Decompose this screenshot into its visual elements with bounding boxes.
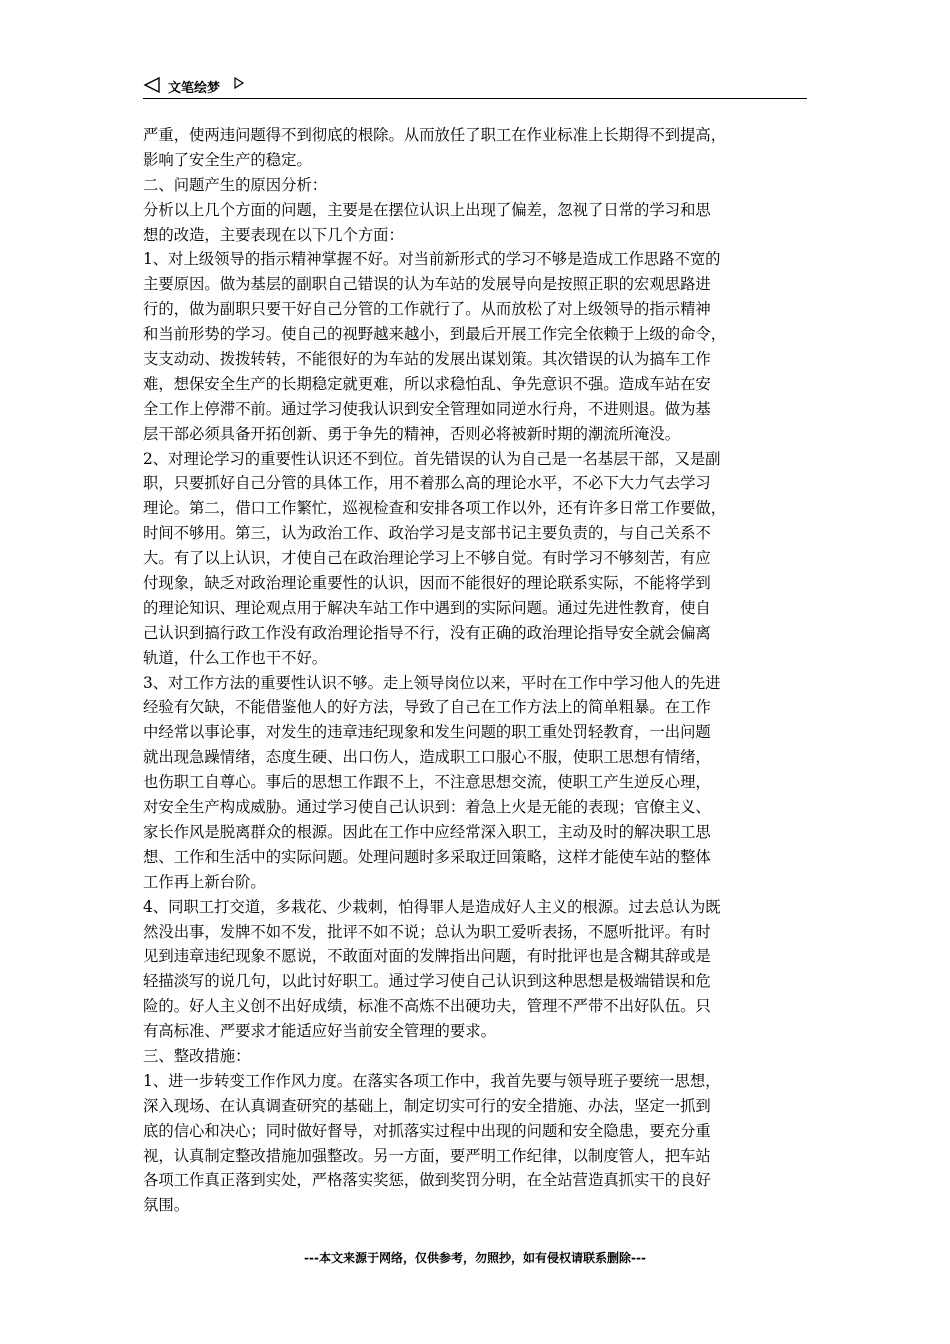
text-line: 影响了安全生产的稳定。 <box>143 150 312 169</box>
text-line: 经验有欠缺，不能借鉴他人的好方法，导致了自己在工作方法上的简单粗暴。在工作 <box>143 698 711 717</box>
text-line: 行的，做为副职只要干好自己分管的工作就行了。从而放松了对上级领导的指示精神 <box>143 300 711 319</box>
text-line: 险的。好人主义创不出好成绩，标准不高炼不出硬功夫，管理不严带不出好队伍。只 <box>143 997 711 1016</box>
text-line: 和当前形势的学习。使自己的视野越来越小，到最后开展工作完全依赖于上级的命令， <box>143 325 727 344</box>
header-divider <box>143 98 807 99</box>
document-body <box>143 123 813 1218</box>
text-line: 深入现场、在认真调查研究的基础上，制定切实可行的安全措施、办法，坚定一抓到 <box>143 1096 711 1115</box>
text-line: 对安全生产构成威胁。通过学习使自己认识到：着急上火是无能的表现；官僚主义、 <box>143 798 711 817</box>
text-line: 支支动动、拨拨转转，不能很好的为车站的发展出谋划策。其次错误的认为搞车工作 <box>143 350 711 369</box>
text-line: 的理论知识、理论观点用于解决车站工作中遇到的实际问题。通过先进性教育，使自 <box>143 598 711 617</box>
text-line: 二、问题产生的原因分析： <box>143 175 328 194</box>
text-line: 三、整改措施： <box>143 1046 251 1065</box>
text-line: 1、进一步转变工作作风力度。在落实各项工作中，我首先要与领导班子要统一思想， <box>143 1071 721 1090</box>
text-line: 职，只要抓好自己分管的具体工作，用不着那么高的理论水平，不必下大力气去学习 <box>143 474 711 493</box>
right-triangle-icon <box>233 76 245 90</box>
text-line: 2、对理论学习的重要性认识还不到位。首先错误的认为自己是一名基层干部，又是副 <box>143 449 721 468</box>
text-line: 大。有了以上认识，才使自己在政治理论学习上不够自觉。有时学习不够刻苦，有应 <box>143 549 711 568</box>
text-line: 想的改造，主要表现在以下几个方面： <box>143 225 404 244</box>
text-line: 轻描淡写的说几句，以此讨好职工。通过学习使自己认识到这种思想是极端错误和危 <box>143 972 711 991</box>
text-line: 层干部必须具备开拓创新、勇于争先的精神，否则必将被新时期的潮流所淹没。 <box>143 424 681 443</box>
text-line: 付现象，缺乏对政治理论重要性的认识，因而不能很好的理论联系实际，不能将学到 <box>143 574 711 593</box>
text-line: 1、对上级领导的指示精神掌握不好。对当前新形式的学习不够是造成工作思路不宽的 <box>143 250 721 269</box>
text-line: 轨道，什么工作也干不好。 <box>143 648 328 667</box>
text-line: 氛围。 <box>143 1196 190 1215</box>
text-line: 难，想保安全生产的长期稳定就更难，所以求稳怕乱、争先意识不强。造成车站在安 <box>143 374 711 393</box>
header-title: 文笔绘梦 <box>168 81 221 96</box>
text-line: 有高标准、严要求才能适应好当前安全管理的要求。 <box>143 1022 496 1041</box>
text-line: 视，认真制定整改措施加强整改。另一方面，要严明工作纪律，以制度管人，把车站 <box>143 1146 711 1165</box>
text-line: 各项工作真正落到实处，严格落实奖惩，做到奖罚分明，在全站营造真抓实干的良好 <box>143 1171 711 1190</box>
text-line: 3、对工作方法的重要性认识不够。走上领导岗位以来，平时在工作中学习他人的先进 <box>143 673 721 692</box>
text-line: 分析以上几个方面的问题，主要是在摆位认识上出现了偏差，忽视了日常的学习和思 <box>143 200 711 219</box>
left-triangle-icon <box>143 76 161 94</box>
text-line: 时间不够用。第三，认为政治工作、政治学习是支部书记主要负责的，与自己关系不 <box>143 524 711 543</box>
text-line: 严重，使两违问题得不到彻底的根除。从而放任了职工在作业标准上长期得不到提高， <box>143 126 727 144</box>
footer-disclaimer: ---本文来源于网络，仅供参考，勿照抄，如有侵权请联系删除--- <box>304 1251 646 1265</box>
text-line: 见到违章违纪现象不愿说，不敢面对面的发牌指出问题，有时批评也是含糊其辞或是 <box>143 947 711 966</box>
text-line: 然没出事，发牌不如不发，批评不如不说；总认为职工爱听表扬，不愿听批评。有时 <box>143 922 711 941</box>
text-line: 也伤职工自尊心。事后的思想工作跟不上，不注意思想交流，使职工产生逆反心理， <box>143 773 711 792</box>
text-line: 4、同职工打交道，多栽花、少栽刺，怕得罪人是造成好人主义的根源。过去总认为既 <box>143 897 721 916</box>
text-line: 想、工作和生活中的实际问题。处理问题时多采取迂回策略，这样才能使车站的整体 <box>143 847 711 866</box>
text-line: 理论。第二，借口工作繁忙，巡视检查和安排各项工作以外，还有许多日常工作要做， <box>143 499 727 518</box>
text-line: 就出现急躁情绪，态度生硬、出口伤人，造成职工口服心不服，使职工思想有情绪， <box>143 748 711 767</box>
text-line: 中经常以事论事，对发生的违章违纪现象和发生问题的职工重处罚轻教育，一出问题 <box>143 723 711 742</box>
text-line: 家长作风是脱离群众的根源。因此在工作中应经常深入职工，主动及时的解决职工思 <box>143 822 711 841</box>
text-line: 工作再上新台阶。 <box>143 872 266 891</box>
text-line: 全工作上停滞不前。通过学习使我认识到安全管理如同逆水行舟，不进则退。做为基 <box>143 399 711 418</box>
text-line: 主要原因。做为基层的副职自己错误的认为车站的发展导向是按照正职的宏观思路进 <box>143 275 711 294</box>
text-line: 己认识到搞行政工作没有政治理论指导不行，没有正确的政治理论指导安全就会偏离 <box>143 623 711 642</box>
text-line: 底的信心和决心；同时做好督导，对抓落实过程中出现的问题和安全隐患，要充分重 <box>143 1121 711 1140</box>
page-header <box>143 74 807 98</box>
